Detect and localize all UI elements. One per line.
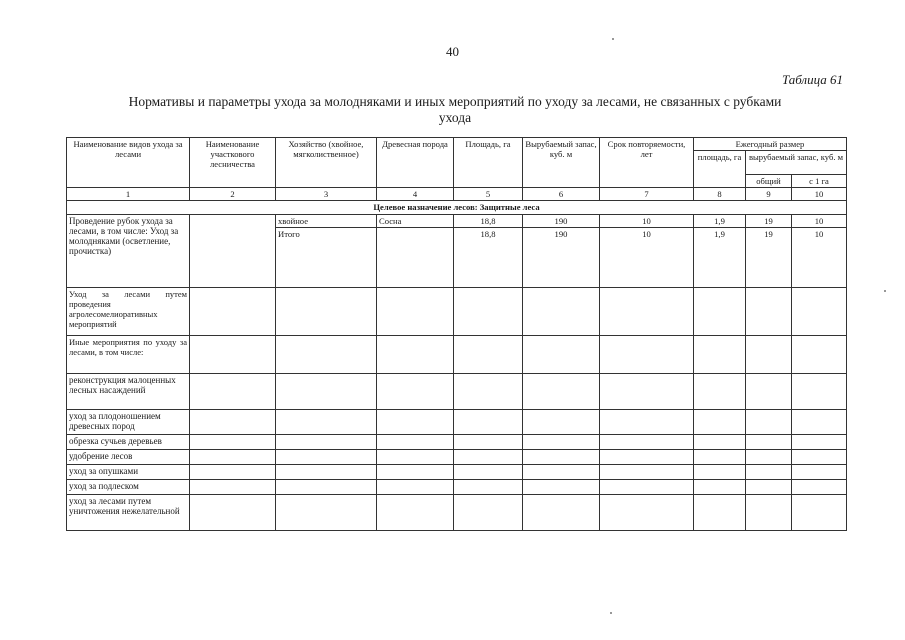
- table-cell-period: 10: [600, 215, 694, 228]
- col-number: 1: [67, 188, 190, 201]
- header-forestry: Наименование участкового лесничества: [190, 138, 276, 188]
- table-cell-volume: 190: [523, 228, 600, 288]
- page-number: 40: [446, 44, 459, 59]
- col-number: 6: [523, 188, 600, 201]
- table-cell-per-ha: 10: [792, 228, 847, 288]
- table-cell-species: Сосна: [377, 215, 454, 228]
- header-species: Древесная порода: [377, 138, 454, 188]
- header-per-ha: с 1 га: [792, 175, 847, 188]
- title-line-2: ухода: [438, 110, 472, 125]
- header-farm: Хозяйство (хвойное, мягколиственное): [276, 138, 377, 188]
- header-period: Срок повторяемости, лет: [600, 138, 694, 188]
- scan-speck: [610, 612, 612, 614]
- table-row-activity: реконструкция малоценных лесных насаждений: [67, 374, 190, 410]
- col-number: 4: [377, 188, 454, 201]
- table-cell-total: 19: [746, 215, 792, 228]
- header-annual-area: площадь, га: [694, 151, 746, 188]
- table-cell-volume: 190: [523, 215, 600, 228]
- table-cell-forestry: [190, 215, 276, 288]
- col-number: 8: [694, 188, 746, 201]
- table-cell-area: 18,8: [454, 215, 523, 228]
- header-volume: Вырубаемый запас, куб. м: [523, 138, 600, 188]
- col-number: 3: [276, 188, 377, 201]
- table-cell-annual-area: 1,9: [694, 228, 746, 288]
- col-number: 2: [190, 188, 276, 201]
- header-area: Площадь, га: [454, 138, 523, 188]
- document-title: [60, 94, 850, 126]
- table-cell-per-ha: 10: [792, 215, 847, 228]
- norms-table: [66, 137, 847, 531]
- table-cell-total: 19: [746, 228, 792, 288]
- table-row-activity: уход за плодоношением древесных пород: [67, 410, 190, 435]
- table-cell-area: 18,8: [454, 228, 523, 288]
- table-cell-farm: хвойное: [276, 215, 377, 228]
- table-row-activity: обрезка сучьев деревьев: [67, 435, 190, 450]
- table-row-activity: уход за лесами путем уничтожения нежелательной: [67, 495, 190, 531]
- scan-speck: [884, 290, 886, 292]
- header-activity: Наименование видов ухода за лесами: [67, 138, 190, 188]
- table-row-activity: уход за опушками: [67, 465, 190, 480]
- table-cell-farm: Итого: [276, 228, 377, 288]
- title-line-1: Нормативы и параметры ухода за молодняками и иных мероприятий по уходу за лесами, не связанных с рубками: [128, 94, 782, 109]
- header-annual: Ежегодный размер: [694, 138, 847, 151]
- table-cell-species: [377, 228, 454, 288]
- table-row-activity: Иные мероприятия по уходу за лесами, в том числе:: [67, 336, 190, 374]
- table-row-activity: Проведение рубок ухода за лесами, в том числе: Уход за молодняками (осветление, прочистка): [67, 215, 190, 288]
- table-label: Таблица 61: [781, 72, 843, 87]
- table-row-activity: удобрение лесов: [67, 450, 190, 465]
- header-total: общий: [746, 175, 792, 188]
- col-number: 9: [746, 188, 792, 201]
- table-cell-period: 10: [600, 228, 694, 288]
- scan-speck: [612, 38, 614, 40]
- col-number: 7: [600, 188, 694, 201]
- col-number: 10: [792, 188, 847, 201]
- header-annual-volume: вырубаемый запас, куб. м: [746, 151, 847, 175]
- table-row-activity: уход за подлеском: [67, 480, 190, 495]
- table-row-activity: Уход за лесами путем проведения агролесомелиоративных мероприятий: [67, 288, 190, 336]
- table-cell-annual-area: 1,9: [694, 215, 746, 228]
- col-number: 5: [454, 188, 523, 201]
- section-header: Целевое назначение лесов: Защитные леса: [67, 201, 847, 215]
